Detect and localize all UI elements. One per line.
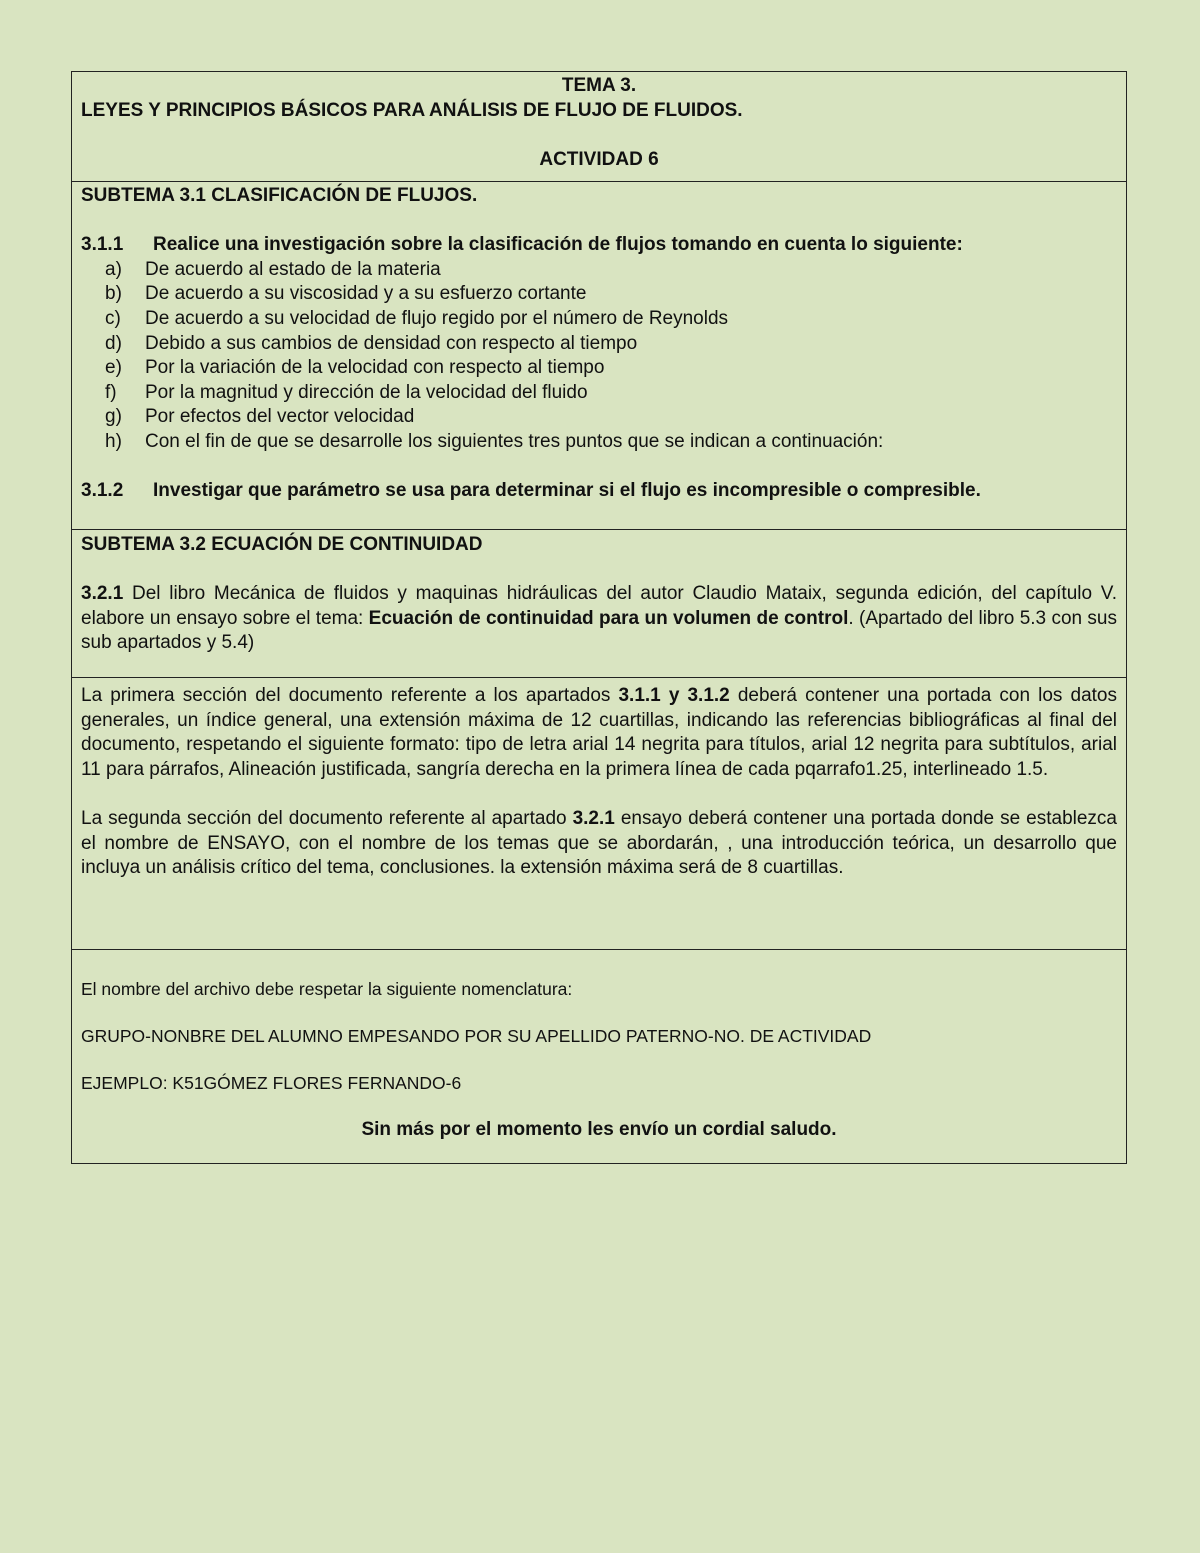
- actividad-label: ACTIVIDAD 6: [539, 148, 659, 170]
- task-321-number: 3.2.1: [81, 583, 124, 605]
- task-311-text: Realice una investigación sobre la clasificación de flujos tomando en cuenta lo siguiente:: [153, 234, 963, 256]
- list-item: d) Debido a sus cambios de densidad con respecto al tiempo: [105, 332, 638, 354]
- list-item: a) De acuerdo al estado de la materia: [105, 258, 441, 280]
- file-naming-example: EJEMPLO: K51GÓMEZ FLORES FERNANDO-6: [81, 1073, 462, 1093]
- subtema-32-cell: [72, 529, 1126, 677]
- header-cell: [72, 72, 1126, 181]
- file-naming-pattern: GRUPO-NONBRE DEL ALUMNO EMPESANDO POR SU APELLIDO PATERNO-NO. DE ACTIVIDAD: [81, 1026, 872, 1046]
- list-item: g) Por efectos del vector velocidad: [105, 406, 415, 428]
- task-321-paragraph: 3.2.1 Del libro Mecánica de fluidos y maquinas hidráulicas del autor Claudio Mataix, segunda edición, del capítulo V. elabore un ensayo sobre el tema: Ecuación de continuidad para un volumen de control. (Apartado del libro 5.3 con sus sub apartados y 5.4): [81, 583, 1118, 654]
- subtema-32-heading: SUBTEMA 3.2 ECUACIÓN DE CONTINUIDAD: [81, 534, 483, 555]
- list-item: c) De acuerdo a su velocidad de flujo regido por el número de Reynolds: [105, 307, 729, 329]
- tema-label: TEMA 3.: [561, 75, 637, 96]
- format-paragraph-1: La primera sección del documento referente a los apartados 3.1.1 y 3.1.2 deberá contener una portada con los datos generales, un índice general, una extensión máxima de 12 cuartillas, indicando las referencias bibliográficas al final del documento, respetando el siguiente formato: tipo de letra arial 14 negrita para títulos, arial 12 negrita para subtítulos, arial 11 para párrafos, Alineación justificada, sangría derecha en la primera línea de cada pqarrafo1.25, interlineado 1.5.: [81, 685, 1117, 780]
- task-311-number: 3.1.1: [81, 234, 124, 256]
- essay-topic: Ecuación de continuidad para un volumen de control: [368, 607, 849, 629]
- file-naming-intro: El nombre del archivo debe respetar la siguiente nomenclatura:: [81, 979, 573, 999]
- subtema-31-heading: SUBTEMA 3.1 CLASIFICACIÓN DE FLUJOS.: [81, 185, 478, 206]
- task-312-text: Investigar que parámetro se usa para determinar si el flujo es incompresible o compresible.: [153, 480, 981, 502]
- format-paragraph-2: La segunda sección del documento referente al apartado 3.2.1 ensayo deberá contener una portada donde se establezca el nombre de ENSAYO, con el nombre de los temas que se abordarán, , una introducción teórica, un desarrollo que incluya un análisis crítico del tema, conclusiones. la extensión máxima será de 8 cuartillas.: [81, 807, 1117, 879]
- closing-greeting: Sin más por el momento les envío un cordial saludo.: [361, 1119, 837, 1140]
- file-naming-cell: [72, 949, 1126, 1163]
- list-item: e) Por la variación de la velocidad con respecto al tiempo: [105, 357, 605, 379]
- document-title: LEYES Y PRINCIPIOS BÁSICOS PARA ANÁLISIS DE FLUJO DE FLUIDOS.: [81, 99, 743, 121]
- activity-document-table: [71, 71, 1127, 1164]
- list-item: f) Por la magnitud y dirección de la velocidad del fluido: [105, 381, 588, 403]
- task-312: [81, 479, 1117, 504]
- list-item: h) Con el fin de que se desarrolle los siguientes tres puntos que se indican a continuación:: [105, 430, 884, 452]
- format-instructions-cell: [72, 677, 1126, 949]
- classification-list: [81, 258, 1117, 455]
- subtema-31-cell: [72, 181, 1126, 529]
- task-311: [81, 233, 1117, 258]
- list-item: b) De acuerdo a su viscosidad y a su esfuerzo cortante: [105, 283, 587, 305]
- task-312-number: 3.1.2: [81, 480, 124, 502]
